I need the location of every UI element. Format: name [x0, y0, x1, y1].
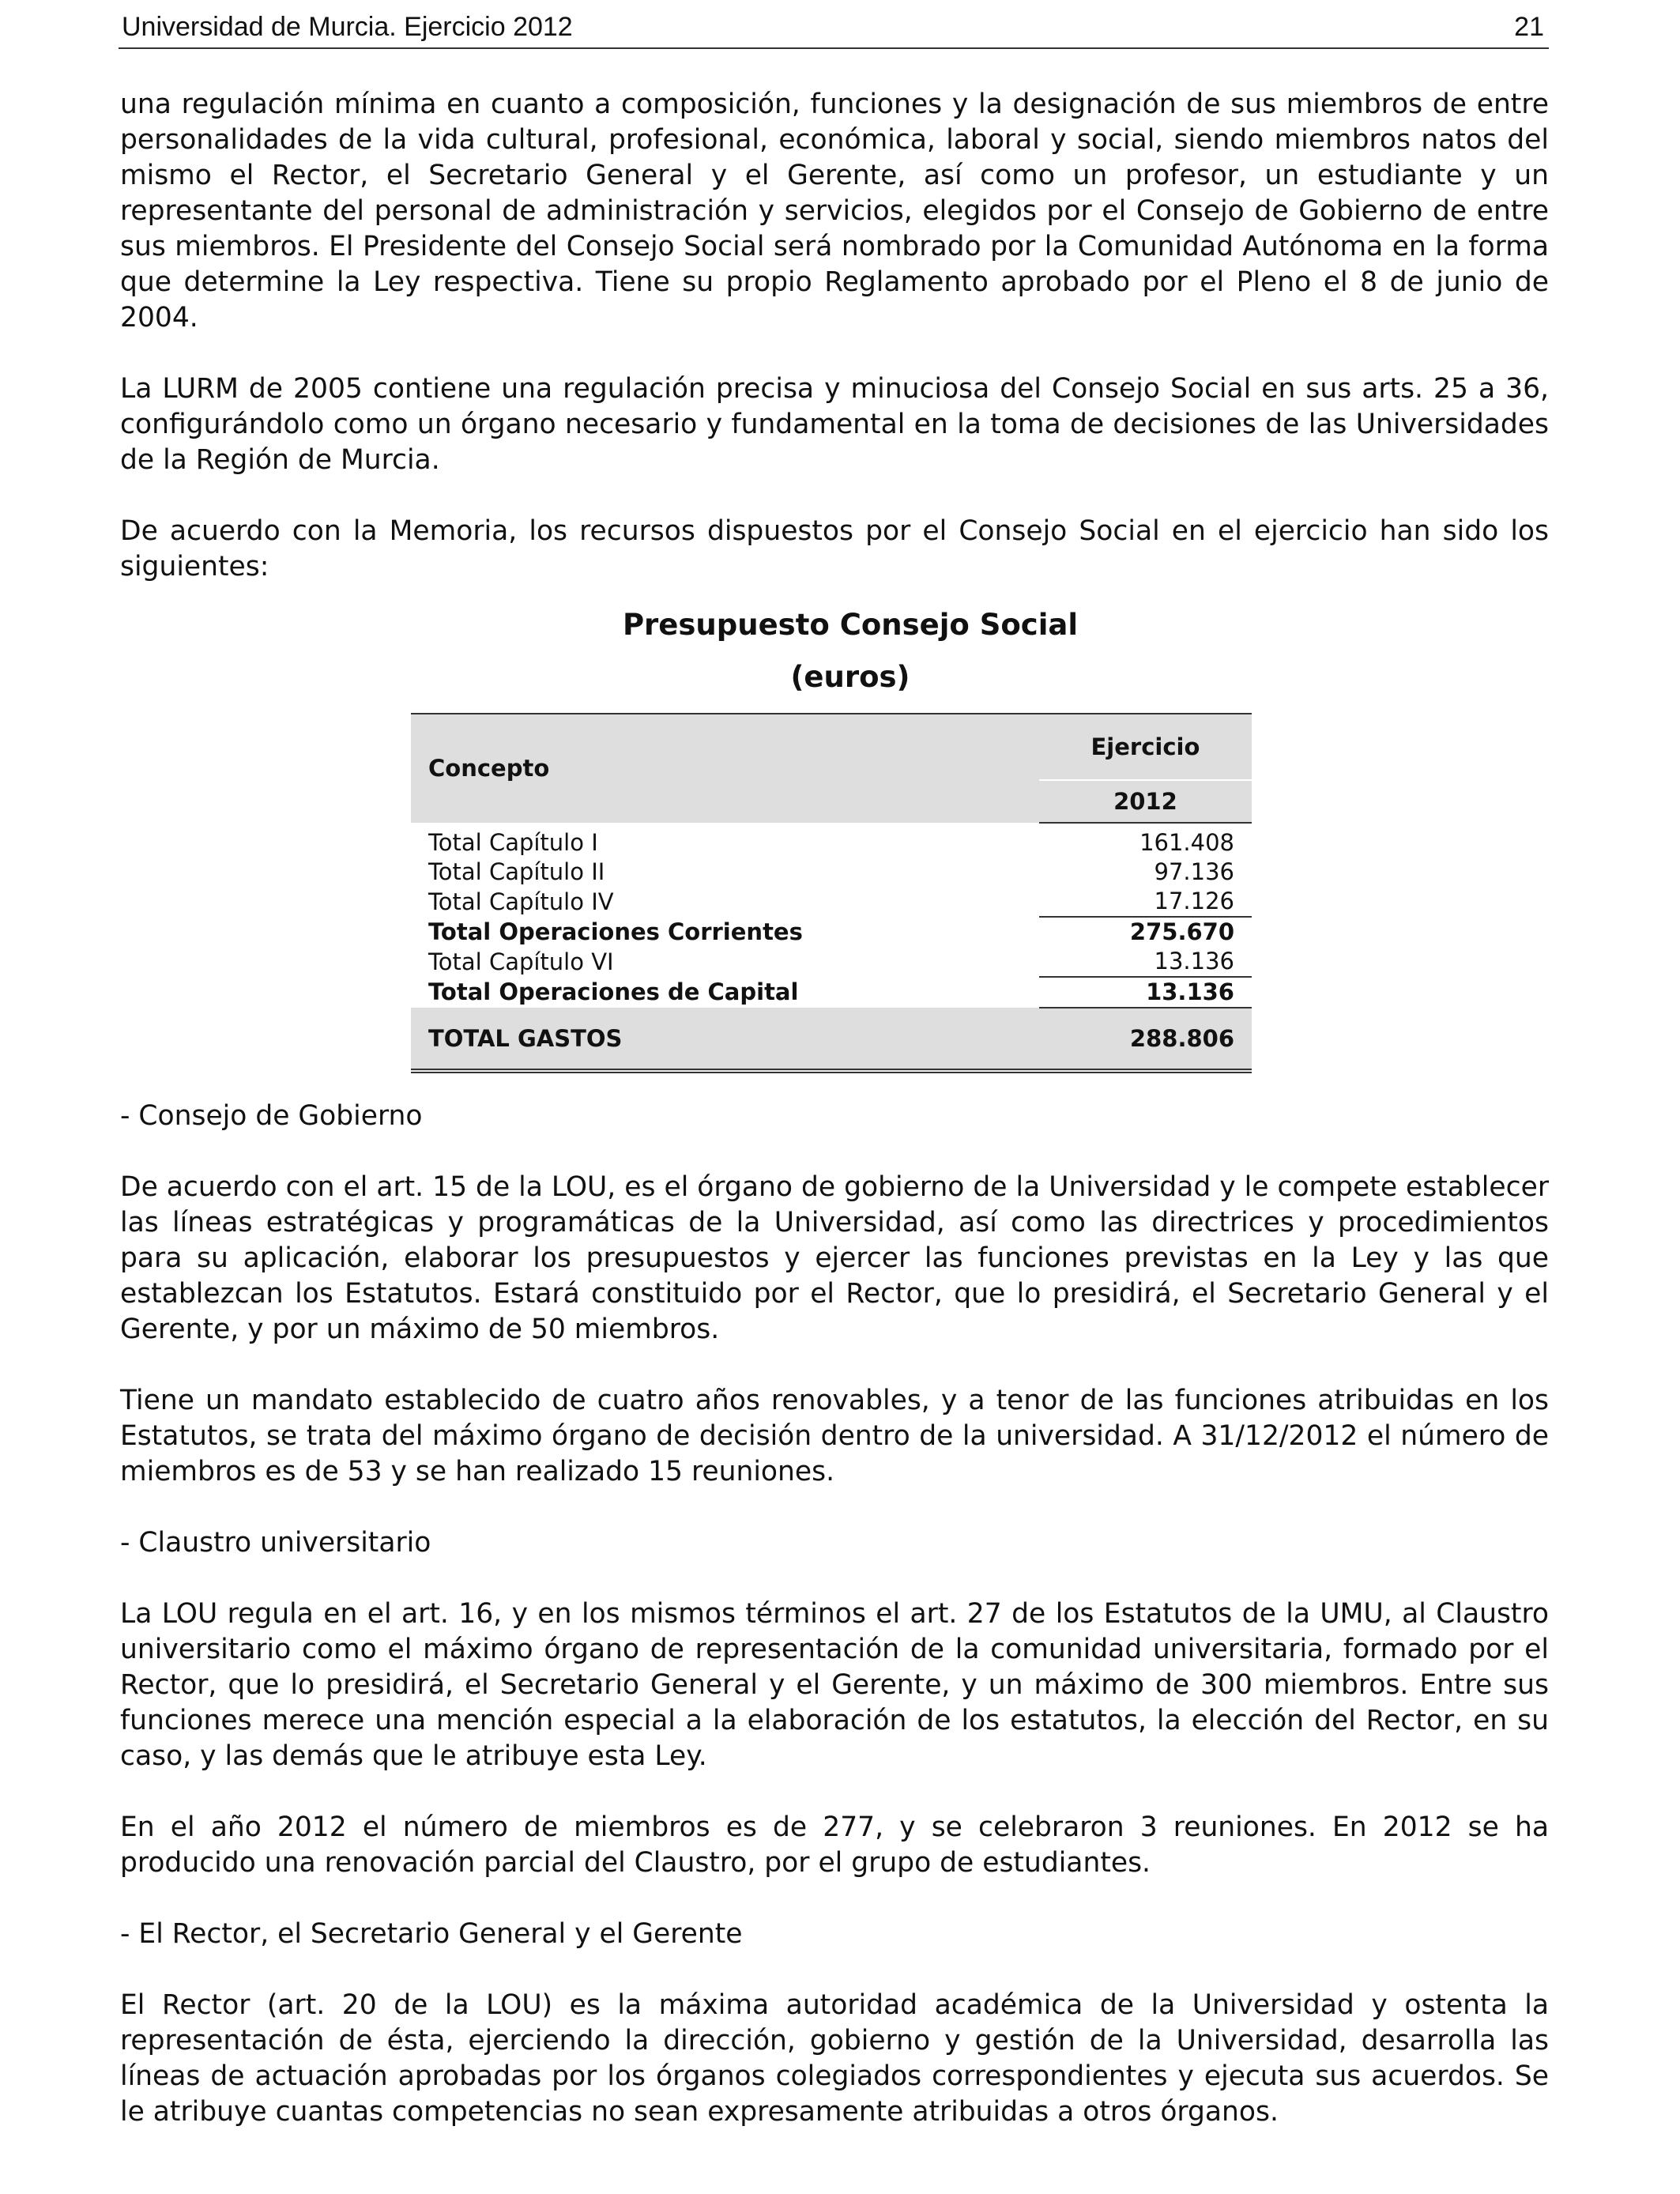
table-row-total — [411, 1008, 1252, 1071]
total-value: 288.806 — [1039, 1008, 1252, 1071]
row-value: 275.670 — [1039, 917, 1252, 947]
table-row — [411, 947, 1252, 977]
row-value: 17.126 — [1039, 887, 1252, 917]
paragraph: De acuerdo con el art. 15 de la LOU, es el órgano de gobierno de la Universidad y le compete establecer las líneas estratégicas y programáticas de la Universidad, así como las directrices y procedimientos para su aplicación, elaborar los presupuestos y ejercer las funciones previstas en la Ley y las que establezcan los Estatutos. Estará constituido por el Rector, que lo presidirá, el Secretario General y el Gerente, y por un máximo de 50 miembros. — [120, 1171, 1549, 1345]
page-body — [120, 87, 1549, 2130]
table-subtitle: (euros) — [790, 660, 910, 694]
row-value: 97.136 — [1154, 858, 1234, 885]
paragraph: una regulación mínima en cuanto a composición, funciones y la designación de sus miembros de entre personalidades de la vida cultural, profesional, económica, laboral y social, siendo miembros natos del mismo el Rector, el Secretario General y el Gerente, así como un profesor, un estudiante y un representante del personal de administración y servicios, elegidos por el Consejo de Gobierno de entre sus miembros. El Presidente del Consejo Social será nombrado por la Comunidad Autónoma en la forma que determine la Ley respectiva. Tiene su propio Reglamento aprobado por el Pleno el 8 de junio de 2004. — [120, 89, 1549, 334]
paragraph: En el año 2012 el número de miembros es de 277, y se celebraron 3 reuniones. En 2012 se ha producido una renovación parcial del Claustro, por el grupo de estudiantes. — [120, 1811, 1549, 1879]
paragraph: Tiene un mandato establecido de cuatro años renovables, y a tenor de las funciones atribuidas en los Estatutos, se trata del máximo órgano de decisión dentro de la universidad. A 31/12/2012 el número de miembros es de 53 y se han realizado 15 reuniones. — [120, 1385, 1549, 1487]
column-header-ejercicio: Ejercicio — [1039, 714, 1252, 780]
paragraph: El Rector (art. 20 de la LOU) es la máxima autoridad académica de la Universidad y ostenta la representación de ésta, ejerciendo la dirección, gobierno y gestión de la Universidad, desarrolla las líneas de actuación aprobadas por los órganos colegiados correspondientes y ejecuta sus acuerdos. Se le atribuye cuantas competencias no sean expresamente atribuidas a otros órganos. — [120, 1989, 1549, 2128]
table-row-subtotal — [411, 917, 1252, 947]
row-value: 13.136 — [1039, 947, 1252, 977]
section-heading-claustro: - Claustro universitario — [120, 1527, 431, 1559]
budget-table-block — [120, 599, 1549, 1073]
paragraph: La LOU regula en el art. 16, y en los mismos términos el art. 27 de los Estatutos de la UMU, al Claustro universitario como el máximo órgano de representación de la comunidad universitaria, formado por el Rector, que lo presidirá, el Secretario General y el Gerente, y un máximo de 300 miembros. Entre sus funciones merece una mención especial a la elaboración de los estatutos, la elección del Rector, en su caso, y las demás que le atribuye esta Ley. — [120, 1598, 1549, 1772]
row-concept: Total Capítulo VI — [428, 948, 614, 975]
running-title: Universidad de Murcia. Ejercicio 2012 — [122, 12, 573, 42]
table-row — [411, 823, 1252, 858]
row-concept: Total Capítulo II — [428, 858, 605, 885]
total-concept: TOTAL GASTOS — [411, 1008, 1039, 1071]
column-header-year: 2012 — [1039, 780, 1252, 823]
column-header-concepto: Concepto — [411, 714, 1039, 823]
row-concept: Total Operaciones de Capital — [428, 978, 799, 1005]
table-row-subtotal — [411, 977, 1252, 1008]
paragraph: De acuerdo con la Memoria, los recursos dispuestos por el Consejo Social en el ejercicio han sido los siguientes: — [120, 515, 1549, 582]
table-row — [411, 887, 1252, 917]
row-value: 13.136 — [1039, 977, 1252, 1008]
table-row — [411, 858, 1252, 887]
section-heading-rector: - El Rector, el Secretario General y el Gerente — [120, 1918, 743, 1950]
row-concept: Total Capítulo IV — [428, 888, 614, 915]
table-header-row — [411, 714, 1252, 780]
row-concept: Total Operaciones Corrientes — [428, 918, 803, 945]
table-title: Presupuesto Consejo Social — [622, 608, 1079, 642]
budget-table — [411, 713, 1252, 1073]
row-value: 161.408 — [1139, 829, 1234, 856]
paragraph: La LURM de 2005 contiene una regulación precisa y minuciosa del Consejo Social en sus arts. 25 a 36, configurándolo como un órgano necesario y fundamental en la toma de decisiones de las Universidades de la Región de Murcia. — [120, 373, 1549, 476]
section-heading-consejo-gobierno: - Consejo de Gobierno — [120, 1100, 423, 1132]
row-concept: Total Capítulo I — [428, 828, 598, 856]
page-header — [119, 6, 1549, 49]
page-number: 21 — [1514, 12, 1544, 42]
